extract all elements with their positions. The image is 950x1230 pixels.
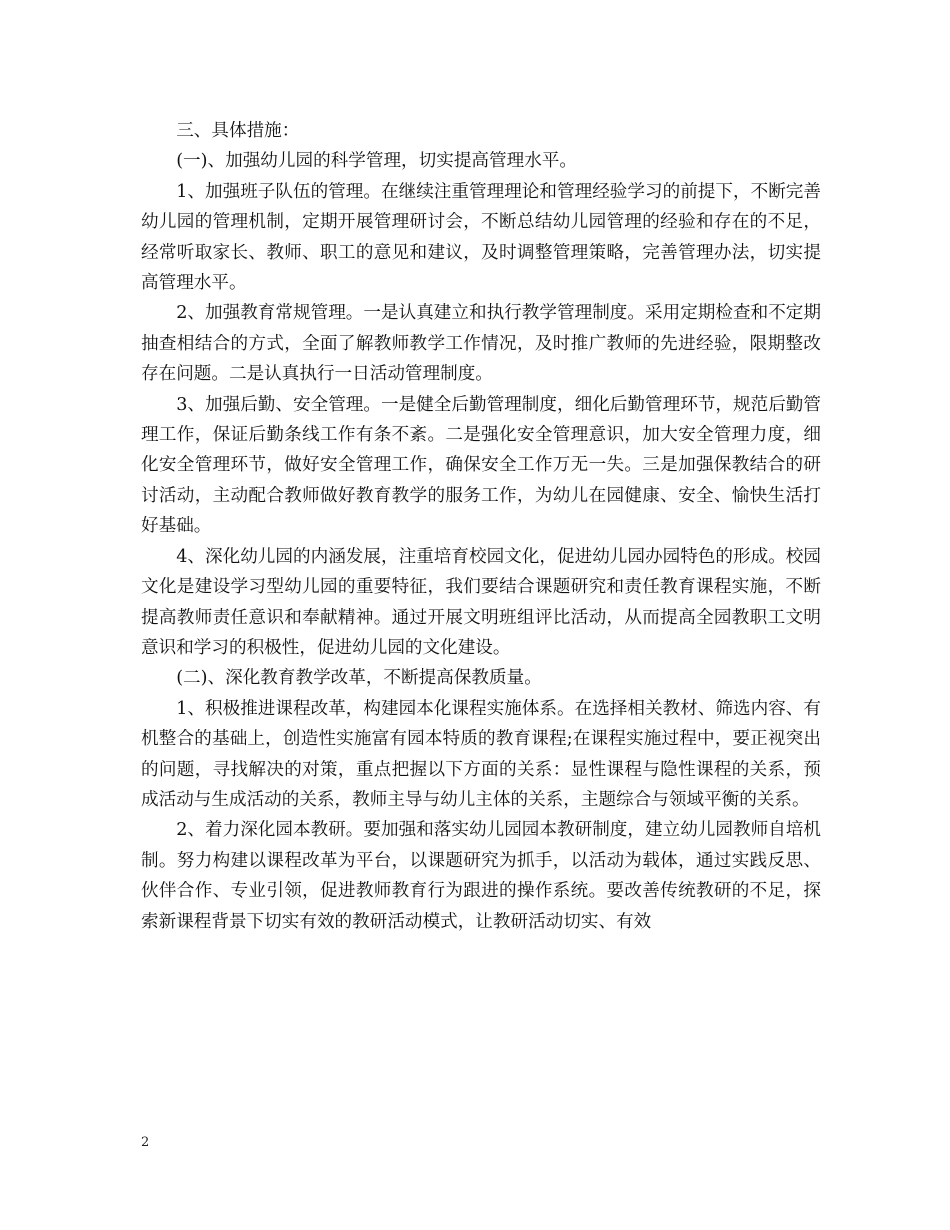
subsection-heading-management: (一)、加强幼儿园的科学管理，切实提高管理水平。 xyxy=(176,151,577,172)
section-heading-measures: 三、具体措施： xyxy=(176,121,300,141)
paragraph-school-based-research: 2、着力深化园本教研。要加强和落实幼儿园园本教研制度，建立幼儿园教师自培机制。努力构建以课程改革为平台，以课题研究为抓手，以活动为载体，通过实践反思、伙伴合作、专业引领，促进教师教育行为跟进的操作系统。要改善传统教研的不足，探索新课程背景下切实有效的教研活动模式，让教研活动切实、有效 xyxy=(141,820,821,932)
paragraph-curriculum-reform: 1、积极推进课程改革，构建园本化课程实施体系。在选择相关教材、筛选内容、有机整合的基础上，创造性实施富有园本特质的教育课程;在课程实施过程中，要正视突出的问题，寻找解决的对策，重点把握以下方面的关系：显性课程与隐性课程的关系，预成活动与生成活动的关系，教师主导与幼儿主体的关系，主题综合与领域平衡的关系。 xyxy=(141,698,821,810)
paragraph-logistics-safety: 3、加强后勤、安全管理。一是健全后勤管理制度，细化后勤管理环节，规范后勤管理工作，保证后勤条线工作有条不紊。二是强化安全管理意识，加大安全管理力度，细化安全管理环节，做好安全管理工作，确保安全工作万无一失。三是加强保教结合的研讨活动，主动配合教师做好教育教学的服务工作，为幼儿在园健康、安全、愉快生活打好基础。 xyxy=(141,394,821,537)
paragraph-campus-culture: 4、深化幼儿园的内涵发展，注重培育校园文化，促进幼儿园办园特色的形成。校园文化是建设学习型幼儿园的重要特征，我们要结合课题研究和责任教育课程实施，不断提高教师责任意识和奉献精神。通过开展文明班组评比活动，从而提高全园教职工文明意识和学习的积极性，促进幼儿园的文化建设。 xyxy=(141,546,821,658)
paragraph-leadership-management: 1、加强班子队伍的管理。在继续注重管理理论和管理经验学习的前提下，不断完善幼儿园的管理机制，定期开展管理研讨会，不断总结幼儿园管理的经验和存在的不足，经常听取家长、教师、职工的意见和建议，及时调整管理策略，完善管理办法，切实提高管理水平。 xyxy=(141,181,821,294)
page-number: 2 xyxy=(141,1135,150,1150)
document-body xyxy=(141,116,821,937)
subsection-heading-teaching-reform: (二)、深化教育教学改革，不断提高保教质量。 xyxy=(176,668,542,689)
paragraph-teaching-routine: 2、加强教育常规管理。一是认真建立和执行教学管理制度。采用定期检查和不定期抽查相结合的方式，全面了解教师教学工作情况，及时推广教师的先进经验，限期整改存在问题。二是认真执行一日活动管理制度。 xyxy=(141,303,821,385)
